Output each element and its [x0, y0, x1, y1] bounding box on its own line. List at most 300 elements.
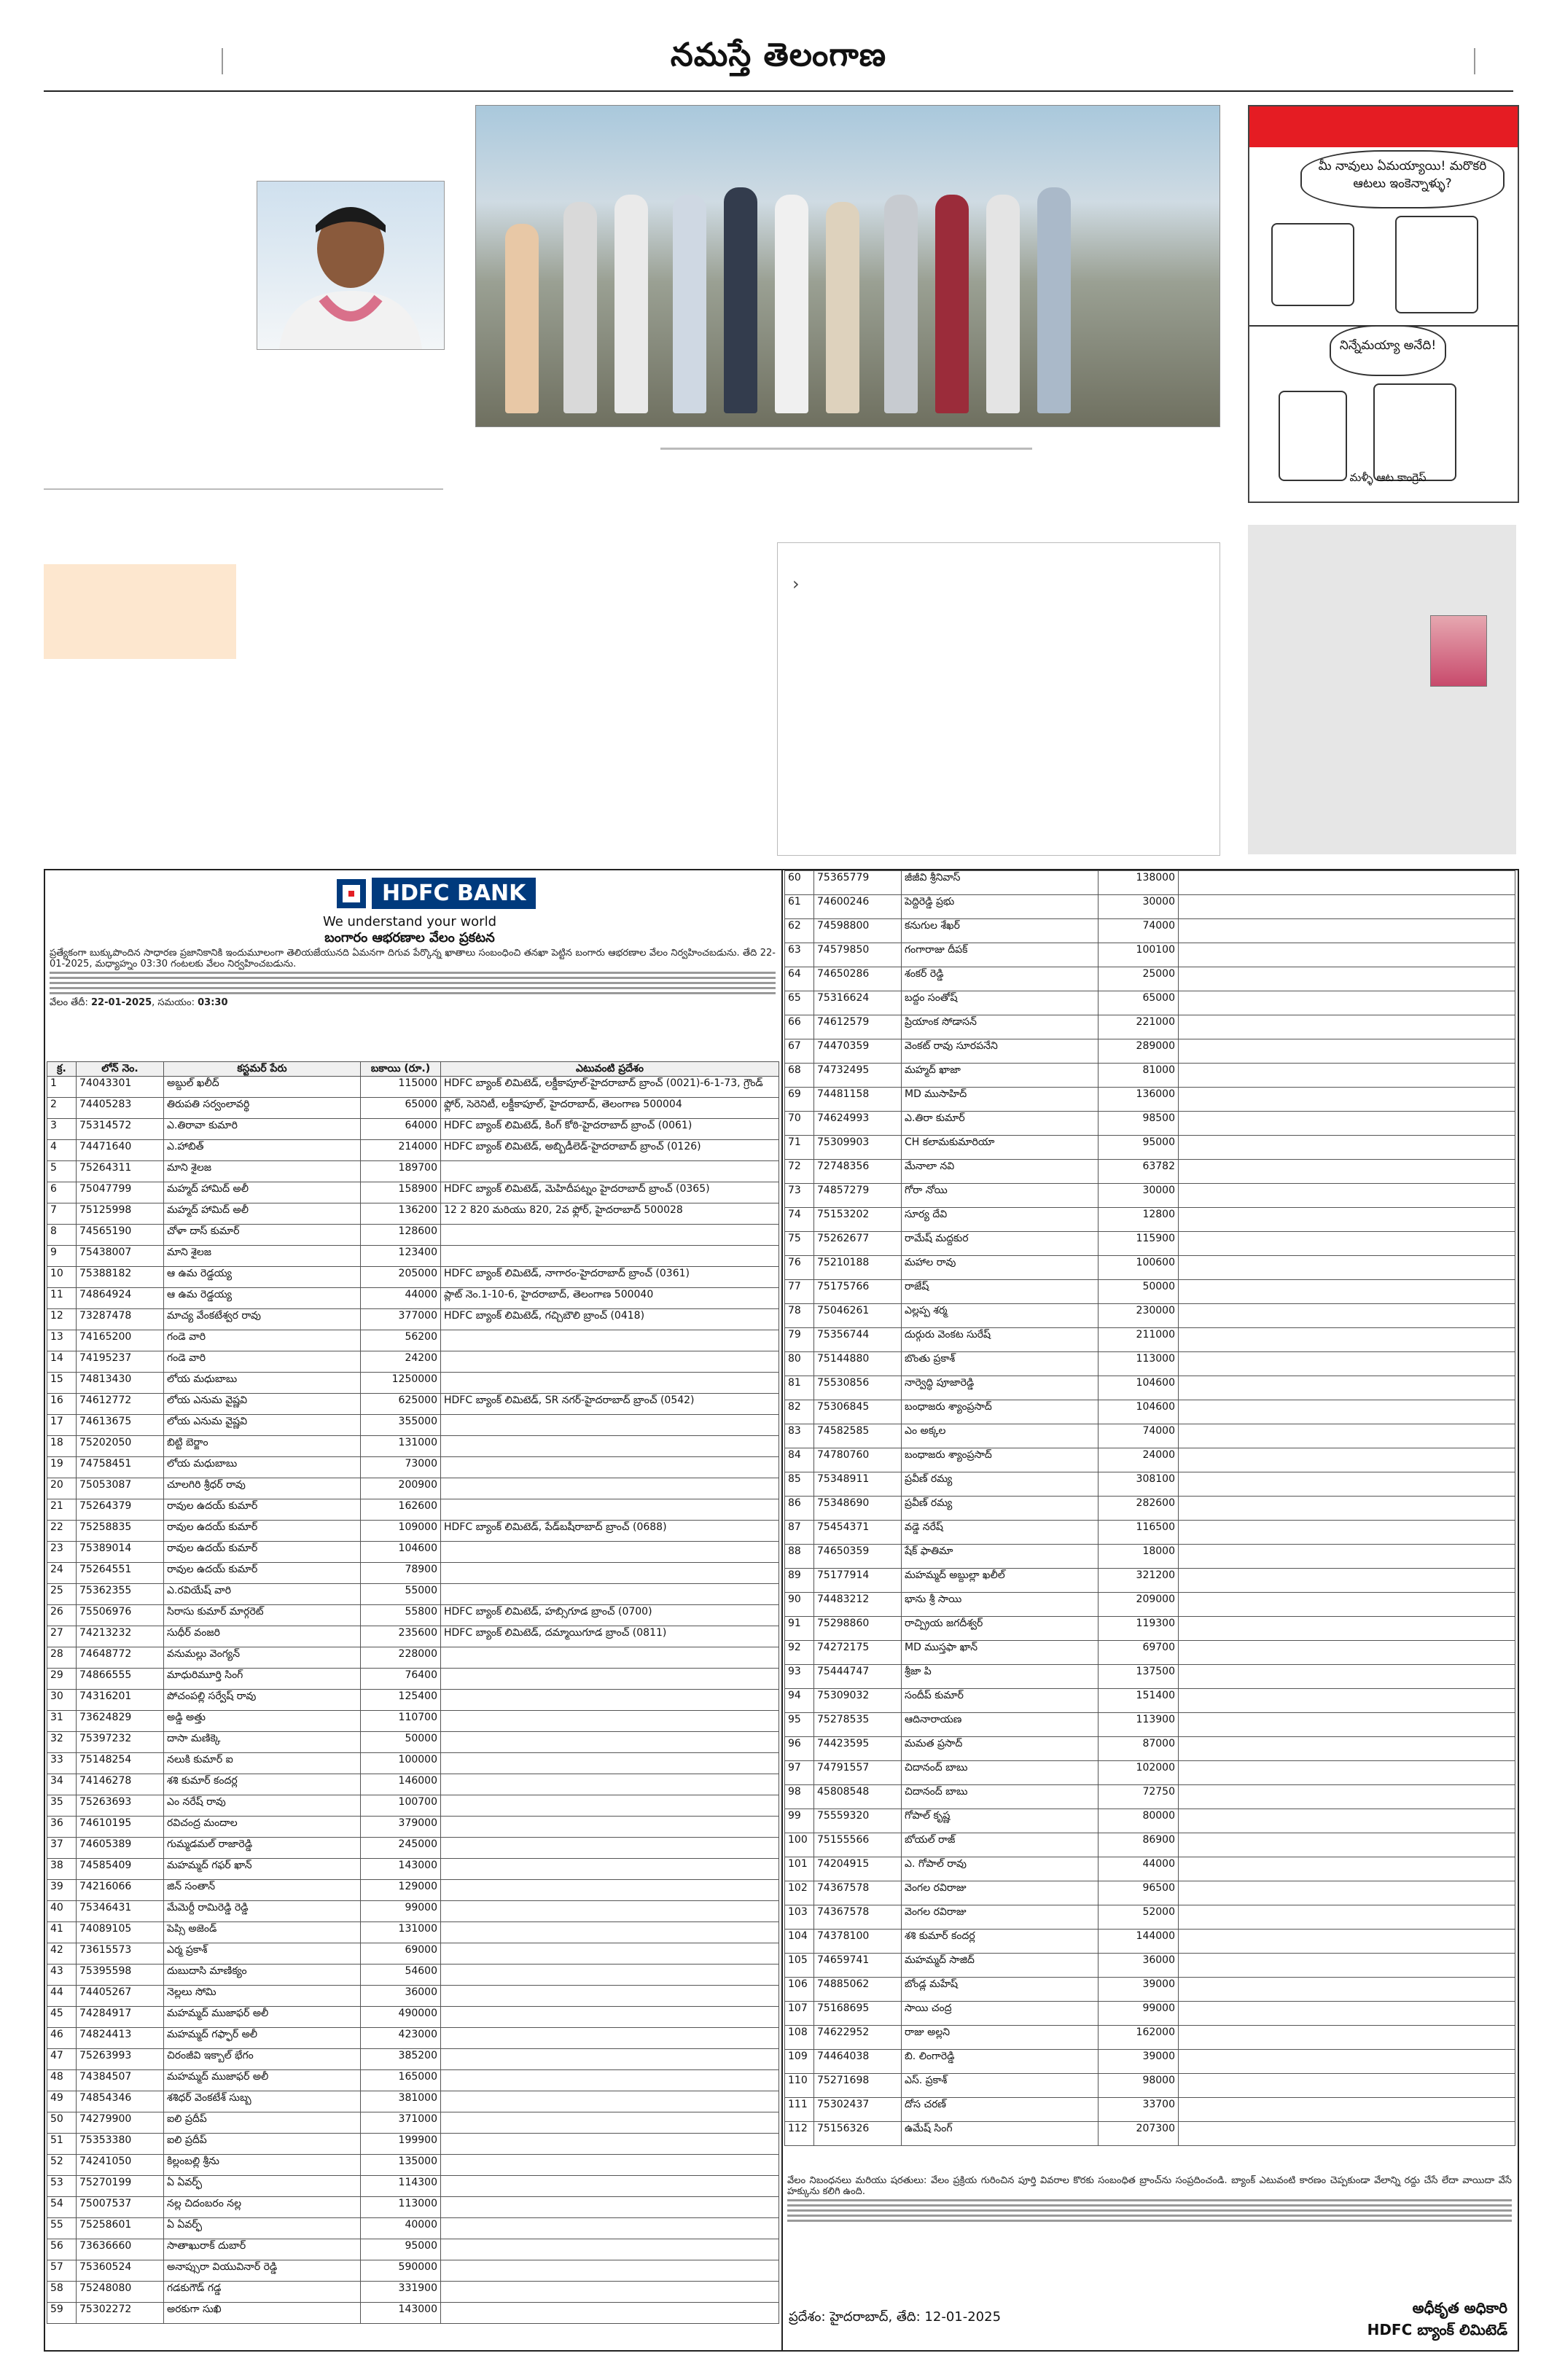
- table-row: [47, 1774, 779, 1795]
- loan-number: 74612579: [814, 1015, 902, 1039]
- branch-address: [1179, 1448, 1515, 1472]
- row-index: 100: [785, 1833, 814, 1857]
- auction-table-left: [47, 1061, 779, 2324]
- customer-name: సుధీర్ వంజరి: [164, 1626, 361, 1647]
- outstanding-amount: 146000: [361, 1774, 441, 1795]
- customer-name: వెంగల రవిరాజు: [902, 1905, 1099, 1930]
- outstanding-amount: 69000: [361, 1943, 441, 1965]
- customer-name: బద్దం సంతోష్: [902, 991, 1099, 1015]
- row-index: 112: [785, 2122, 814, 2146]
- text-line: [50, 987, 776, 989]
- loan-number: 75360524: [77, 2260, 164, 2282]
- loan-number: 75210188: [814, 1256, 902, 1280]
- table-row: [785, 1978, 1515, 2002]
- customer-name: మమత ప్రసాద్: [902, 1737, 1099, 1761]
- table-row: [47, 1246, 779, 1267]
- outstanding-amount: 289000: [1099, 1039, 1179, 1064]
- loan-number: 74043301: [77, 1077, 164, 1098]
- table-row: [47, 2028, 779, 2049]
- column-rule: [44, 488, 443, 490]
- table-row: [47, 1436, 779, 1457]
- row-index: 83: [785, 1424, 814, 1448]
- loan-number: 75438007: [77, 1246, 164, 1267]
- table-row: [785, 1304, 1515, 1328]
- row-index: 82: [785, 1400, 814, 1424]
- portrait-photo: [257, 181, 445, 350]
- row-index: 109: [785, 2050, 814, 2074]
- customer-name: పెద్దిరెడ్డి ప్రభు: [902, 895, 1099, 919]
- customer-name: దుర్గురు వెంకట సురేష్: [902, 1328, 1099, 1352]
- loan-number: 74284917: [77, 2007, 164, 2028]
- loan-number: 75264379: [77, 1499, 164, 1521]
- customer-name: మహమ్మద్ ముజాఫర్ అలీ: [164, 2007, 361, 2028]
- customer-name: రావుల ఉదయ్ కుమార్: [164, 1499, 361, 1521]
- outstanding-amount: 100100: [1099, 943, 1179, 967]
- table-row: [47, 1373, 779, 1394]
- outstanding-amount: 230000: [1099, 1304, 1179, 1328]
- outstanding-amount: 102000: [1099, 1761, 1179, 1785]
- auction-table-right: [784, 870, 1515, 2146]
- branch-address: HDFC బ్యాంక్ లిమిటెడ్, హబ్సిగూడ బ్రాంచ్ (0700): [441, 1605, 779, 1626]
- text-line: [50, 972, 776, 974]
- branch-address: [441, 1859, 779, 1880]
- outstanding-amount: 245000: [361, 1838, 441, 1859]
- loan-number: 75248080: [77, 2282, 164, 2303]
- customer-name: సూర్య దేవి: [902, 1208, 1099, 1232]
- table-row: [47, 1140, 779, 1161]
- table-row: [785, 1545, 1515, 1569]
- row-index: 96: [785, 1737, 814, 1761]
- customer-name: పోచంపల్లి సర్వేష్ రావు: [164, 1690, 361, 1711]
- outstanding-amount: 40000: [361, 2218, 441, 2239]
- branch-address: [441, 1838, 779, 1859]
- person-figure: [826, 202, 859, 413]
- branch-address: [441, 1817, 779, 1838]
- thumbnail-photo: [1430, 615, 1487, 687]
- outstanding-amount: 65000: [1099, 991, 1179, 1015]
- outstanding-amount: 125400: [361, 1690, 441, 1711]
- table-row: [785, 943, 1515, 967]
- outstanding-amount: 143000: [361, 1859, 441, 1880]
- table-row: [47, 1119, 779, 1140]
- table-row: [47, 1986, 779, 2007]
- person-figure: [563, 202, 597, 413]
- customer-name: ఎర్మ ప్రకాశ్: [164, 1943, 361, 1965]
- row-index: 70: [785, 1112, 814, 1136]
- row-index: 43: [47, 1965, 77, 1986]
- loan-number: 74565190: [77, 1225, 164, 1246]
- table-row: [785, 1112, 1515, 1136]
- customer-name: ఎ.తిరా కుమార్: [902, 1112, 1099, 1136]
- row-index: 21: [47, 1499, 77, 1521]
- table-row: [785, 919, 1515, 943]
- branch-address: [1179, 1713, 1515, 1737]
- cartoon-figure: [1279, 391, 1347, 481]
- customer-name: గండె వారి: [164, 1351, 361, 1373]
- branch-address: [1179, 1112, 1515, 1136]
- branch-address: [1179, 2074, 1515, 2098]
- person-figure: [505, 224, 539, 413]
- outstanding-amount: 113000: [361, 2197, 441, 2218]
- table-row: [47, 1330, 779, 1351]
- table-row: [785, 2002, 1515, 2026]
- table-row: [785, 1641, 1515, 1665]
- loan-number: 74481158: [814, 1088, 902, 1112]
- table-row: [47, 1182, 779, 1203]
- row-index: 37: [47, 1838, 77, 1859]
- outstanding-amount: 72750: [1099, 1785, 1179, 1809]
- customer-name: అడ్డి అత్తు: [164, 1711, 361, 1732]
- table-row: [785, 1184, 1515, 1208]
- branch-address: [441, 1669, 779, 1690]
- outstanding-amount: 98000: [1099, 2074, 1179, 2098]
- customer-name: ఎ.రవియేష్ వారి: [164, 1584, 361, 1605]
- row-index: 105: [785, 1954, 814, 1978]
- customer-name: రాజేష్: [902, 1280, 1099, 1304]
- branch-address: [441, 1246, 779, 1267]
- customer-name: ఆదినారాయణ: [902, 1713, 1099, 1737]
- row-index: 24: [47, 1563, 77, 1584]
- table-row: [47, 1732, 779, 1753]
- table-row: [47, 2303, 779, 2324]
- branch-address: ప్లాట్ నెం.1-10-6, హైదరాబాద్, తెలంగాణ 500040: [441, 1288, 779, 1309]
- customer-name: మహమ్మద్ అబ్దుల్లా ఖలీల్: [902, 1569, 1099, 1593]
- customer-name: CH కలామకుమారియా: [902, 1136, 1099, 1160]
- row-index: 22: [47, 1521, 77, 1542]
- branch-address: [1179, 1905, 1515, 1930]
- loan-number: 74470359: [814, 1039, 902, 1064]
- table-row: [47, 1457, 779, 1478]
- branch-address: [1179, 1015, 1515, 1039]
- loan-number: 75047799: [77, 1182, 164, 1203]
- row-index: 65: [785, 991, 814, 1015]
- loan-number: 75309903: [814, 1136, 902, 1160]
- outstanding-amount: 165000: [361, 2070, 441, 2091]
- customer-name: మహమ్మద్ గఫర్ ఖాన్: [164, 1859, 361, 1880]
- row-index: 64: [785, 967, 814, 991]
- branch-address: [1179, 1184, 1515, 1208]
- row-index: 42: [47, 1943, 77, 1965]
- loan-number: 75053087: [77, 1478, 164, 1499]
- row-index: 92: [785, 1641, 814, 1665]
- table-row: [785, 2026, 1515, 2050]
- loan-number: 45808548: [814, 1785, 902, 1809]
- row-index: 107: [785, 2002, 814, 2026]
- row-index: 98: [785, 1785, 814, 1809]
- branch-address: [441, 1986, 779, 2007]
- customer-name: ఉమేష్ సింగ్: [902, 2122, 1099, 2146]
- customer-name: శ్రీజా పి: [902, 1665, 1099, 1689]
- row-index: 75: [785, 1232, 814, 1256]
- row-index: 56: [47, 2239, 77, 2260]
- table-row: [47, 1225, 779, 1246]
- outstanding-amount: 490000: [361, 2007, 441, 2028]
- branch-address: [441, 2028, 779, 2049]
- loan-number: 74622952: [814, 2026, 902, 2050]
- table-row: [785, 1256, 1515, 1280]
- auction-schedule: వేలం తేదీ: 22-01-2025, సమయం: 03:30: [50, 997, 228, 1008]
- loan-number: 75306845: [814, 1400, 902, 1424]
- branch-address: [1179, 1088, 1515, 1112]
- outstanding-amount: 131000: [361, 1922, 441, 1943]
- customer-name: మేమెర్దీ రామిరెడ్డి రెడ్డి: [164, 1901, 361, 1922]
- hdfc-auction-notice: [44, 869, 1519, 2352]
- loan-number: 75559320: [814, 1809, 902, 1833]
- loan-number: 75302437: [814, 2098, 902, 2122]
- branch-address: [441, 1901, 779, 1922]
- branch-address: 12 2 820 మరియు 820, 2వ ఫ్లోర్, హైదరాబాద్ 500028: [441, 1203, 779, 1225]
- branch-address: [1179, 967, 1515, 991]
- outstanding-amount: 137500: [1099, 1665, 1179, 1689]
- place-date: ప్రదేశం: హైదరాబాద్, తేది: 12-01-2025: [789, 2309, 1002, 2325]
- customer-name: ఆ ఉమ రెడ్డయ్య: [164, 1267, 361, 1288]
- branch-address: [441, 1584, 779, 1605]
- row-index: 57: [47, 2260, 77, 2282]
- branch-address: [1179, 1521, 1515, 1545]
- customer-name: గోరా నోయి: [902, 1184, 1099, 1208]
- branch-address: [1179, 1761, 1515, 1785]
- branch-address: HDFC బ్యాంక్ లిమిటెడ్, గచ్చిబౌలి బ్రాంచ్ (0418): [441, 1309, 779, 1330]
- outstanding-amount: 189700: [361, 1161, 441, 1182]
- loan-number: 75316624: [814, 991, 902, 1015]
- table-row: [47, 1859, 779, 1880]
- newspaper-title: నమస్తే తెలంగాణ: [670, 36, 887, 74]
- branch-address: [1179, 1857, 1515, 1881]
- bank-name: HDFC BANK: [372, 878, 536, 909]
- text-line: [50, 977, 776, 979]
- outstanding-amount: 25000: [1099, 967, 1179, 991]
- branch-address: [441, 2007, 779, 2028]
- loan-number: 74780760: [814, 1448, 902, 1472]
- outstanding-amount: 36000: [1099, 1954, 1179, 1978]
- loan-number: 74648772: [77, 1647, 164, 1669]
- branch-address: [441, 2282, 779, 2303]
- customer-name: శశి కుమార్ కందర్ల: [164, 1774, 361, 1795]
- branch-address: [441, 1415, 779, 1436]
- row-index: 111: [785, 2098, 814, 2122]
- customer-name: నల్ల చిదంబరం నల్ల: [164, 2197, 361, 2218]
- branch-address: [441, 1965, 779, 1986]
- row-index: 87: [785, 1521, 814, 1545]
- loan-number: 74659741: [814, 1954, 902, 1978]
- outstanding-amount: 590000: [361, 2260, 441, 2282]
- table-row: [785, 1280, 1515, 1304]
- customer-name: మాధురిమూర్తి సింగ్: [164, 1669, 361, 1690]
- outstanding-amount: 385200: [361, 2049, 441, 2070]
- table-row: [785, 1472, 1515, 1497]
- row-index: 32: [47, 1732, 77, 1753]
- photo-caption-rule: [660, 448, 1032, 450]
- row-index: 101: [785, 1857, 814, 1881]
- loan-number: 74624993: [814, 1112, 902, 1136]
- loan-number: 75264311: [77, 1161, 164, 1182]
- row-index: 46: [47, 2028, 77, 2049]
- branch-address: [1179, 1737, 1515, 1761]
- table-row: [47, 1817, 779, 1838]
- branch-address: [1179, 1689, 1515, 1713]
- row-index: 34: [47, 1774, 77, 1795]
- loan-number: 74204915: [814, 1857, 902, 1881]
- row-index: 76: [785, 1256, 814, 1280]
- outstanding-amount: 136000: [1099, 1088, 1179, 1112]
- outstanding-amount: 205000: [361, 1267, 441, 1288]
- loan-number: 75264551: [77, 1563, 164, 1584]
- branch-address: [1179, 1569, 1515, 1593]
- loan-number: 74598800: [814, 919, 902, 943]
- branch-address: [1179, 1954, 1515, 1978]
- row-index: 59: [47, 2303, 77, 2324]
- outstanding-amount: 24000: [1099, 1448, 1179, 1472]
- branch-address: [441, 1943, 779, 1965]
- branch-address: [441, 1373, 779, 1394]
- branch-address: [1179, 1593, 1515, 1617]
- table-row: [47, 1943, 779, 1965]
- outstanding-amount: 99000: [1099, 2002, 1179, 2026]
- row-index: 80: [785, 1352, 814, 1376]
- row-index: 91: [785, 1617, 814, 1641]
- cartoon-sign-text: మళ్ళీ ఆట కాంగ్రెస్: [1349, 471, 1427, 484]
- loan-number: 74613675: [77, 1415, 164, 1436]
- loan-number: 75302272: [77, 2303, 164, 2324]
- branch-address: [1179, 1472, 1515, 1497]
- customer-name: వనుమల్లు వెంగ్యన్: [164, 1647, 361, 1669]
- outstanding-amount: 104600: [361, 1542, 441, 1563]
- customer-name: వెంగల రవిరాజు: [902, 1881, 1099, 1905]
- branch-address: [1179, 943, 1515, 967]
- customer-name: ప్రవీణ్ రమ్య: [902, 1472, 1099, 1497]
- outstanding-amount: 56200: [361, 1330, 441, 1351]
- customer-name: ఐలి ప్రదీప్: [164, 2134, 361, 2155]
- loan-number: 75168695: [814, 2002, 902, 2026]
- customer-name: బిట్టి బెర్జాం: [164, 1436, 361, 1457]
- branch-address: [1179, 2098, 1515, 2122]
- branch-address: [1179, 1232, 1515, 1256]
- table-row: [785, 1232, 1515, 1256]
- loan-number: 74732495: [814, 1064, 902, 1088]
- outstanding-amount: 55800: [361, 1605, 441, 1626]
- customer-name: బంధాజరు శ్యాంప్రసాద్: [902, 1448, 1099, 1472]
- table-row: [785, 1400, 1515, 1424]
- outstanding-amount: 113000: [1099, 1352, 1179, 1376]
- loan-number: 73636660: [77, 2239, 164, 2260]
- table-row: [785, 2122, 1515, 2146]
- loan-number: 74885062: [814, 1978, 902, 2002]
- text-line: [50, 982, 776, 984]
- person-figure: [673, 195, 706, 413]
- person-figure: [775, 195, 808, 413]
- table-row: [785, 1448, 1515, 1472]
- branch-address: [1179, 1617, 1515, 1641]
- branch-address: [441, 1647, 779, 1669]
- branch-address: [1179, 1881, 1515, 1905]
- table-row: [47, 1161, 779, 1182]
- customer-name: రామేష్ మద్దకుర: [902, 1232, 1099, 1256]
- outstanding-amount: 39000: [1099, 2050, 1179, 2074]
- row-index: 104: [785, 1930, 814, 1954]
- branch-address: [1179, 1930, 1515, 1954]
- branch-address: [441, 2091, 779, 2112]
- cartoon-figure: [1395, 216, 1478, 313]
- outstanding-amount: 99000: [361, 1901, 441, 1922]
- row-index: 6: [47, 1182, 77, 1203]
- row-index: 102: [785, 1881, 814, 1905]
- customer-name: మాచ్య వేంకటేశ్వర రావు: [164, 1309, 361, 1330]
- customer-name: చూలగిరి శ్రీధర్ రావు: [164, 1478, 361, 1499]
- outstanding-amount: 200900: [361, 1478, 441, 1499]
- row-index: 50: [47, 2112, 77, 2134]
- loan-number: 75156326: [814, 2122, 902, 2146]
- loan-number: 74483212: [814, 1593, 902, 1617]
- row-index: 103: [785, 1905, 814, 1930]
- outstanding-amount: 100700: [361, 1795, 441, 1817]
- outstanding-amount: 109000: [361, 1521, 441, 1542]
- customer-name: గండె వారి: [164, 1330, 361, 1351]
- row-index: 29: [47, 1669, 77, 1690]
- outstanding-amount: 104600: [1099, 1376, 1179, 1400]
- loan-number: 74316201: [77, 1690, 164, 1711]
- portrait-figure: [257, 182, 444, 349]
- row-index: 38: [47, 1859, 77, 1880]
- table-row: [47, 1690, 779, 1711]
- branch-address: [1179, 1208, 1515, 1232]
- table-header-cell: కస్టమర్ పేరు: [164, 1062, 361, 1077]
- loan-number: 75365779: [814, 871, 902, 895]
- customer-name: మహాల రావు: [902, 1256, 1099, 1280]
- loan-number: 73287478: [77, 1309, 164, 1330]
- branch-address: [1179, 895, 1515, 919]
- customer-name: మహ్మద్ ఖాజా: [902, 1064, 1099, 1088]
- loan-number: 74650359: [814, 1545, 902, 1569]
- outstanding-amount: 129000: [361, 1880, 441, 1901]
- row-index: 60: [785, 871, 814, 895]
- branch-address: [441, 2049, 779, 2070]
- outstanding-amount: 110700: [361, 1711, 441, 1732]
- outstanding-amount: 199900: [361, 2134, 441, 2155]
- loan-number: 75530856: [814, 1376, 902, 1400]
- branch-address: [1179, 919, 1515, 943]
- outstanding-amount: 221000: [1099, 1015, 1179, 1039]
- branch-address: [1179, 1545, 1515, 1569]
- table-row: [785, 1761, 1515, 1785]
- loan-number: 75506976: [77, 1605, 164, 1626]
- table-row: [47, 1711, 779, 1732]
- outstanding-amount: 98500: [1099, 1112, 1179, 1136]
- loan-number: 74610195: [77, 1817, 164, 1838]
- branch-address: [1179, 1833, 1515, 1857]
- loan-number: 75454371: [814, 1521, 902, 1545]
- outstanding-amount: 423000: [361, 2028, 441, 2049]
- signatory-title: అధీకృత అధికారి: [1412, 2299, 1507, 2317]
- row-index: 89: [785, 1569, 814, 1593]
- branch-address: [1179, 2026, 1515, 2050]
- customer-name: ఎస్. ప్రకాశ్: [902, 2074, 1099, 2098]
- outstanding-amount: 86900: [1099, 1833, 1179, 1857]
- loan-number: 74378100: [814, 1930, 902, 1954]
- table-row: [785, 1328, 1515, 1352]
- text-line: [787, 2209, 1512, 2212]
- loan-number: 74791557: [814, 1761, 902, 1785]
- loan-number: 74612772: [77, 1394, 164, 1415]
- row-index: 88: [785, 1545, 814, 1569]
- branch-address: [441, 1351, 779, 1373]
- outstanding-amount: 123400: [361, 1246, 441, 1267]
- row-index: 74: [785, 1208, 814, 1232]
- loan-number: 75362355: [77, 1584, 164, 1605]
- customer-name: అనాప్సురా వియువినార్ రెడ్డి: [164, 2260, 361, 2282]
- customer-name: నార్వెద్ధి పూజారెడ్డి: [902, 1376, 1099, 1400]
- row-index: 4: [47, 1140, 77, 1161]
- table-row: [47, 1605, 779, 1626]
